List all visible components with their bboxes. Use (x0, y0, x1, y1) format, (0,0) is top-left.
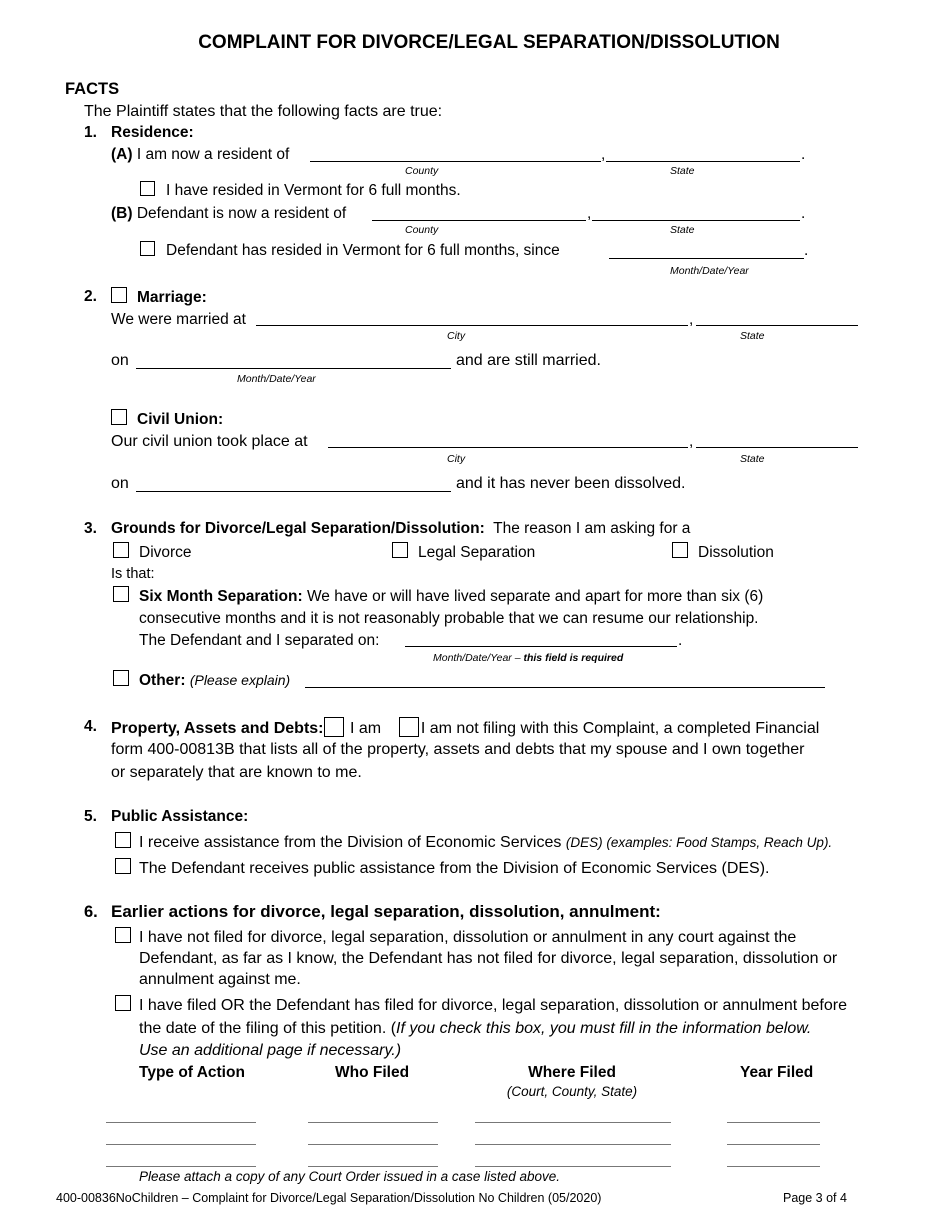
married-on-label: on (111, 352, 129, 369)
six-month-checkbox[interactable] (113, 586, 129, 602)
six-month-row (113, 586, 763, 606)
civil-union-heading: Civil Union: (137, 411, 224, 428)
col-where-filed-sub: (Court, County, State) (506, 1084, 638, 1099)
other-heading: Other: (139, 672, 186, 689)
still-married-label: and are still married. (456, 352, 601, 369)
col-who-filed: Who Filed (335, 1064, 410, 1081)
city-caption: City (447, 330, 466, 342)
defendant-state-field[interactable] (592, 220, 800, 221)
facts-heading: FACTS (65, 80, 120, 98)
facts-intro: The Plaintiff states that the following facts are true: (84, 103, 443, 120)
dissolution-option (672, 542, 774, 562)
not-filed-line-3: annulment against me. (139, 971, 301, 988)
section-1-number: 1. (84, 124, 97, 141)
six-month-heading: Six Month Separation: (139, 588, 303, 605)
other-checkbox[interactable] (113, 670, 129, 686)
married-at-label: We were married at (111, 311, 246, 328)
never-dissolved-label: and it has never been dissolved. (456, 475, 686, 492)
defendant-assistance-row (115, 858, 769, 878)
civil-union-date-field[interactable] (136, 491, 451, 492)
divorce-checkbox[interactable] (113, 542, 129, 558)
legal-separation-option (392, 542, 535, 562)
comma: , (689, 311, 694, 328)
col-where-filed: Where Filed (528, 1064, 616, 1081)
civil-union-took-place-label: Our civil union took place at (111, 433, 308, 450)
period: . (804, 242, 809, 259)
state-caption: State (670, 165, 695, 177)
property-line-2: form 400-00813B that lists all of the property, assets and debts that my spouse and I own together (111, 741, 805, 758)
defendant-county-field[interactable] (372, 220, 586, 221)
county-caption: County (405, 224, 439, 236)
marriage-date-field[interactable] (136, 368, 451, 369)
grounds-heading: Grounds for Divorce/Legal Separation/Dissolution: (111, 520, 485, 537)
col-year-filed: Year Filed (740, 1064, 814, 1081)
other-hint: (Please explain) (189, 672, 291, 688)
plaintiff-assistance-row (115, 832, 832, 852)
not-filed-checkbox[interactable] (115, 927, 131, 943)
civil-union-on-label: on (111, 475, 129, 492)
defendant-assistance-label: The Defendant receives public assistance from the Division of Economic Services (DES). (139, 860, 770, 877)
filed-row (115, 995, 847, 1015)
filed-line-1: I have filed OR the Defendant has filed for divorce, legal separation, dissolution or annulment before (139, 997, 847, 1014)
page-title: COMPLAINT FOR DIVORCE/LEGAL SEPARATION/DISSOLUTION (198, 32, 780, 53)
civil-union-state-field[interactable] (696, 447, 858, 448)
section-4-number: 4. (84, 718, 97, 735)
filed-line-2-text: the date of the filing of this petition. ( (139, 1020, 397, 1037)
residence-b-text: Defendant is now a resident of (136, 205, 347, 222)
defendant-resided-checkbox[interactable] (140, 241, 155, 256)
i-am-not-checkbox[interactable] (399, 717, 419, 737)
plaintiff-state-field[interactable] (606, 161, 800, 162)
state-caption: State (740, 330, 765, 342)
period: . (801, 205, 806, 222)
divorce-label: Divorce (139, 544, 192, 561)
separation-required-note: this field is required (523, 652, 624, 664)
filed-line-3: Use an additional page if necessary.) (139, 1042, 402, 1059)
footer-page-number: Page 3 of 4 (783, 1191, 847, 1205)
section-3-number: 3. (84, 520, 97, 537)
filed-line-2 (139, 1019, 811, 1038)
filed-checkbox[interactable] (115, 995, 131, 1011)
property-line-3: or separately that are known to me. (111, 764, 362, 781)
defendant-since-date-field[interactable] (609, 258, 804, 259)
comma: , (587, 205, 592, 222)
plaintiff-county-field[interactable] (310, 161, 601, 162)
other-row (113, 670, 290, 690)
not-filed-line-1: I have not filed for divorce, legal separation, dissolution or annulment in any court against the (139, 929, 797, 946)
period: . (678, 632, 683, 649)
dissolution-checkbox[interactable] (672, 542, 688, 558)
residence-b-label: (B) (111, 205, 133, 222)
marriage-checkbox[interactable] (111, 287, 127, 303)
six-month-text-1: We have or will have lived separate and apart for more than six (6) (306, 588, 764, 605)
period: . (801, 146, 806, 163)
legal-separation-label: Legal Separation (418, 544, 536, 561)
year-field-3[interactable] (727, 1166, 820, 1167)
defendant-assistance-checkbox[interactable] (115, 858, 131, 874)
residence-b-row (111, 204, 346, 223)
defendant-resided-row (140, 241, 560, 260)
year-field-1[interactable] (727, 1122, 820, 1123)
residence-a-label: (A) (111, 146, 133, 163)
civil-union-checkbox[interactable] (111, 409, 127, 425)
col-type-of-action: Type of Action (139, 1064, 245, 1081)
where-field-3[interactable] (475, 1166, 671, 1167)
type-field-1[interactable] (106, 1122, 256, 1123)
divorce-option (113, 542, 192, 562)
grounds-reason: The reason I am asking for a (493, 520, 691, 537)
marriage-heading: Marriage: (137, 289, 207, 306)
not-filed-row (115, 927, 796, 947)
civil-union-city-field[interactable] (328, 447, 688, 448)
grounds-row (111, 519, 690, 538)
six-month-text-2: consecutive months and it is not reasonably probable that we can resume our relationship. (139, 610, 759, 627)
section-1-heading: Residence: (111, 124, 194, 141)
public-assistance-heading: Public Assistance: (111, 808, 249, 825)
other-explain-field[interactable] (305, 687, 825, 688)
comma: , (689, 433, 694, 450)
plaintiff-resided-checkbox[interactable] (140, 181, 155, 196)
property-heading: Property, Assets and Debts: (111, 720, 324, 737)
section-6-number: 6. (84, 903, 98, 921)
dissolution-label: Dissolution (698, 544, 774, 561)
civil-union-row (111, 409, 223, 429)
plaintiff-assistance-checkbox[interactable] (115, 832, 131, 848)
type-field-3[interactable] (106, 1166, 256, 1167)
legal-separation-checkbox[interactable] (392, 542, 408, 558)
who-field-1[interactable] (308, 1122, 438, 1123)
i-am-not-label: I am not filing with this Complaint, a completed Financial (420, 720, 820, 737)
plaintiff-resided-label: I have resided in Vermont for 6 full months. (166, 182, 461, 199)
city-caption: City (447, 453, 466, 465)
separated-on-label: The Defendant and I separated on: (139, 632, 380, 649)
property-row (111, 717, 819, 738)
section-5-number: 5. (84, 808, 97, 825)
not-filed-line-2: Defendant, as far as I know, the Defendant has not filed for divorce, legal separation, dissolution or (139, 950, 838, 967)
where-field-2[interactable] (475, 1144, 671, 1145)
is-that-label: Is that: (111, 566, 155, 582)
county-caption: County (405, 165, 439, 177)
residence-a-text: I am now a resident of (136, 146, 290, 163)
footer-form-id: 400-00836NoChildren – Complaint for Divorce/Legal Separation/Dissolution No Children (05/2020) (56, 1191, 602, 1205)
i-am-label: I am (349, 720, 382, 737)
state-caption: State (670, 224, 695, 236)
separation-date-caption (433, 652, 623, 664)
filed-line-2-italic: If you check this box, you must fill in the information below. (396, 1020, 812, 1037)
earlier-actions-heading: Earlier actions for divorce, legal separation, dissolution, annulment: (111, 902, 661, 921)
separation-date-field[interactable] (405, 646, 677, 647)
attach-order-note: Please attach a copy of any Court Order issued in a case listed above. (139, 1169, 560, 1184)
section-2-number: 2. (84, 288, 97, 305)
residence-a-row (111, 145, 289, 164)
type-field-2[interactable] (106, 1144, 256, 1145)
marriage-date-caption: Month/Date/Year (237, 373, 316, 385)
marriage-row (111, 287, 207, 307)
plaintiff-assistance-examples: (DES) (examples: Food Stamps, Reach Up). (565, 835, 833, 850)
i-am-checkbox[interactable] (324, 717, 344, 737)
plaintiff-resided-row (140, 181, 461, 200)
marriage-state-field[interactable] (696, 325, 858, 326)
separation-caption-text: Month/Date/Year – (433, 652, 521, 664)
comma: , (601, 146, 606, 163)
who-field-2[interactable] (308, 1144, 438, 1145)
marriage-city-field[interactable] (256, 325, 688, 326)
year-field-2[interactable] (727, 1144, 820, 1145)
since-date-caption: Month/Date/Year (670, 265, 749, 277)
state-caption: State (740, 453, 765, 465)
plaintiff-assistance-label: I receive assistance from the Division of Economic Services (139, 834, 562, 851)
who-field-3[interactable] (308, 1166, 438, 1167)
where-field-1[interactable] (475, 1122, 671, 1123)
defendant-resided-label: Defendant has resided in Vermont for 6 full months, since (166, 242, 560, 259)
